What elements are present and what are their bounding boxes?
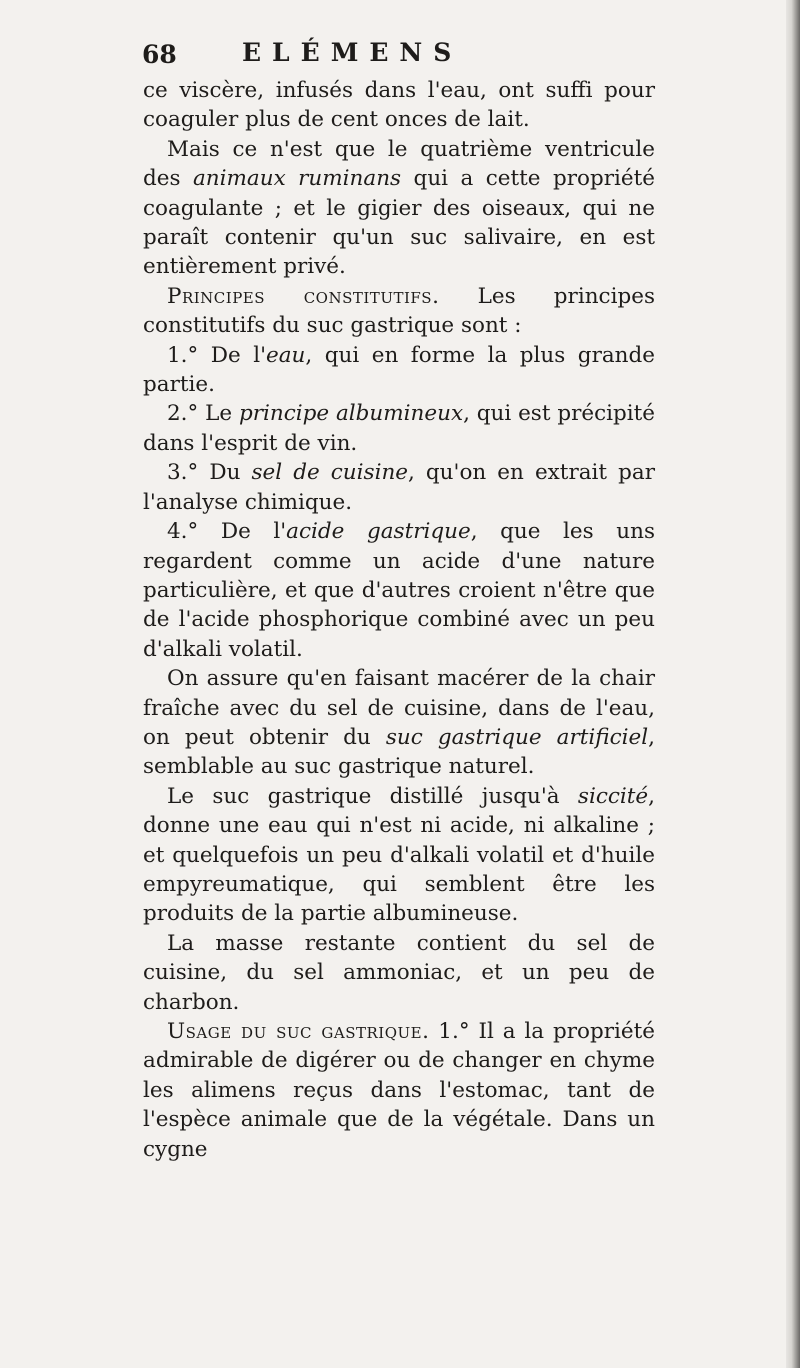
italic-run: siccité — [577, 783, 649, 809]
italic-run: principe albumineux — [238, 401, 464, 427]
text-run: 2.° Le — [167, 401, 239, 427]
text-run: 1.° De l' — [167, 342, 267, 368]
paragraph — [143, 399, 655, 458]
italic-run: suc gastrique artificiel — [385, 724, 649, 750]
text-run: La masse restante contient du sel de cuisine, du sel ammoniac, et un peu de charbon. — [143, 930, 655, 1015]
text-run: , que les uns regardent comme un acide d'une nature particulière, et que d'autres croient n'être que de l'acide phosphorique combiné avec un peu d'alkali volatil. — [143, 519, 655, 662]
text-run: Le suc gastrique distillé jusqu'à — [167, 783, 578, 809]
paragraph — [143, 282, 655, 341]
page-header — [142, 38, 662, 74]
section-heading: Principes constitutifs. — [167, 283, 440, 309]
text-run: 1.° Il a la propriété admirable de digérer ou de changer en chyme les alimens reçus dans l'estomac, tant de l'espèce animale que de la végétale. Dans un cygne — [143, 1019, 655, 1162]
text-run: , donne une eau qui n'est ni acide, ni alkaline ; et quelquefois un peu d'alkali volatil et d'huile empyreumatique, qui semblent être les produits de la partie albumineuse. — [143, 783, 655, 927]
text-run: ce viscère, infusés dans l'eau, ont suffi pour coaguler plus de cent onces de lait. — [143, 78, 655, 133]
paragraph — [143, 135, 655, 282]
italic-run: acide gastrique — [286, 519, 471, 545]
text-run: , qui en forme la plus grande partie. — [143, 342, 655, 398]
text-run: 3.° Du — [167, 460, 252, 486]
italic-run: eau — [266, 342, 306, 368]
paragraph — [143, 76, 655, 135]
text-run: , qui est précipité dans l'esprit de vin. — [143, 401, 655, 456]
running-title: ELÉMENS — [242, 38, 463, 67]
italic-run: sel de cuisine — [251, 460, 409, 486]
body-text — [143, 76, 655, 1164]
text-run: On assure qu'en faisant macérer de la chair fraîche avec du sel de cuisine, dans de l'eau, on peut obtenir du — [143, 666, 655, 750]
page-edge — [786, 0, 800, 1368]
text-run: , semblable au suc gastrique naturel. — [143, 724, 655, 780]
paragraph — [143, 664, 655, 782]
paragraph — [143, 341, 655, 400]
paragraph — [143, 458, 655, 517]
section-heading: Usage du suc gastrique. — [167, 1019, 430, 1044]
italic-run: animaux ruminans — [192, 166, 402, 192]
text-run: , qu'on en extrait par l'analyse chimique. — [143, 460, 655, 515]
paragraph — [143, 517, 655, 664]
text-run: qui a cette propriété coagulante ; et le gigier des oiseaux, qui ne paraît contenir qu'un suc salivaire, en est entièrement privé. — [143, 166, 655, 280]
text-run: 4.° De l' — [167, 519, 287, 545]
text-run: Les principes constitutifs du suc gastrique sont : — [143, 283, 655, 339]
paragraph — [143, 1017, 655, 1164]
page-number: 68 — [142, 40, 177, 69]
paragraph — [143, 782, 655, 929]
text-run: Mais ce n'est que le quatrième ventricule des — [143, 136, 655, 192]
paragraph — [143, 929, 655, 1017]
